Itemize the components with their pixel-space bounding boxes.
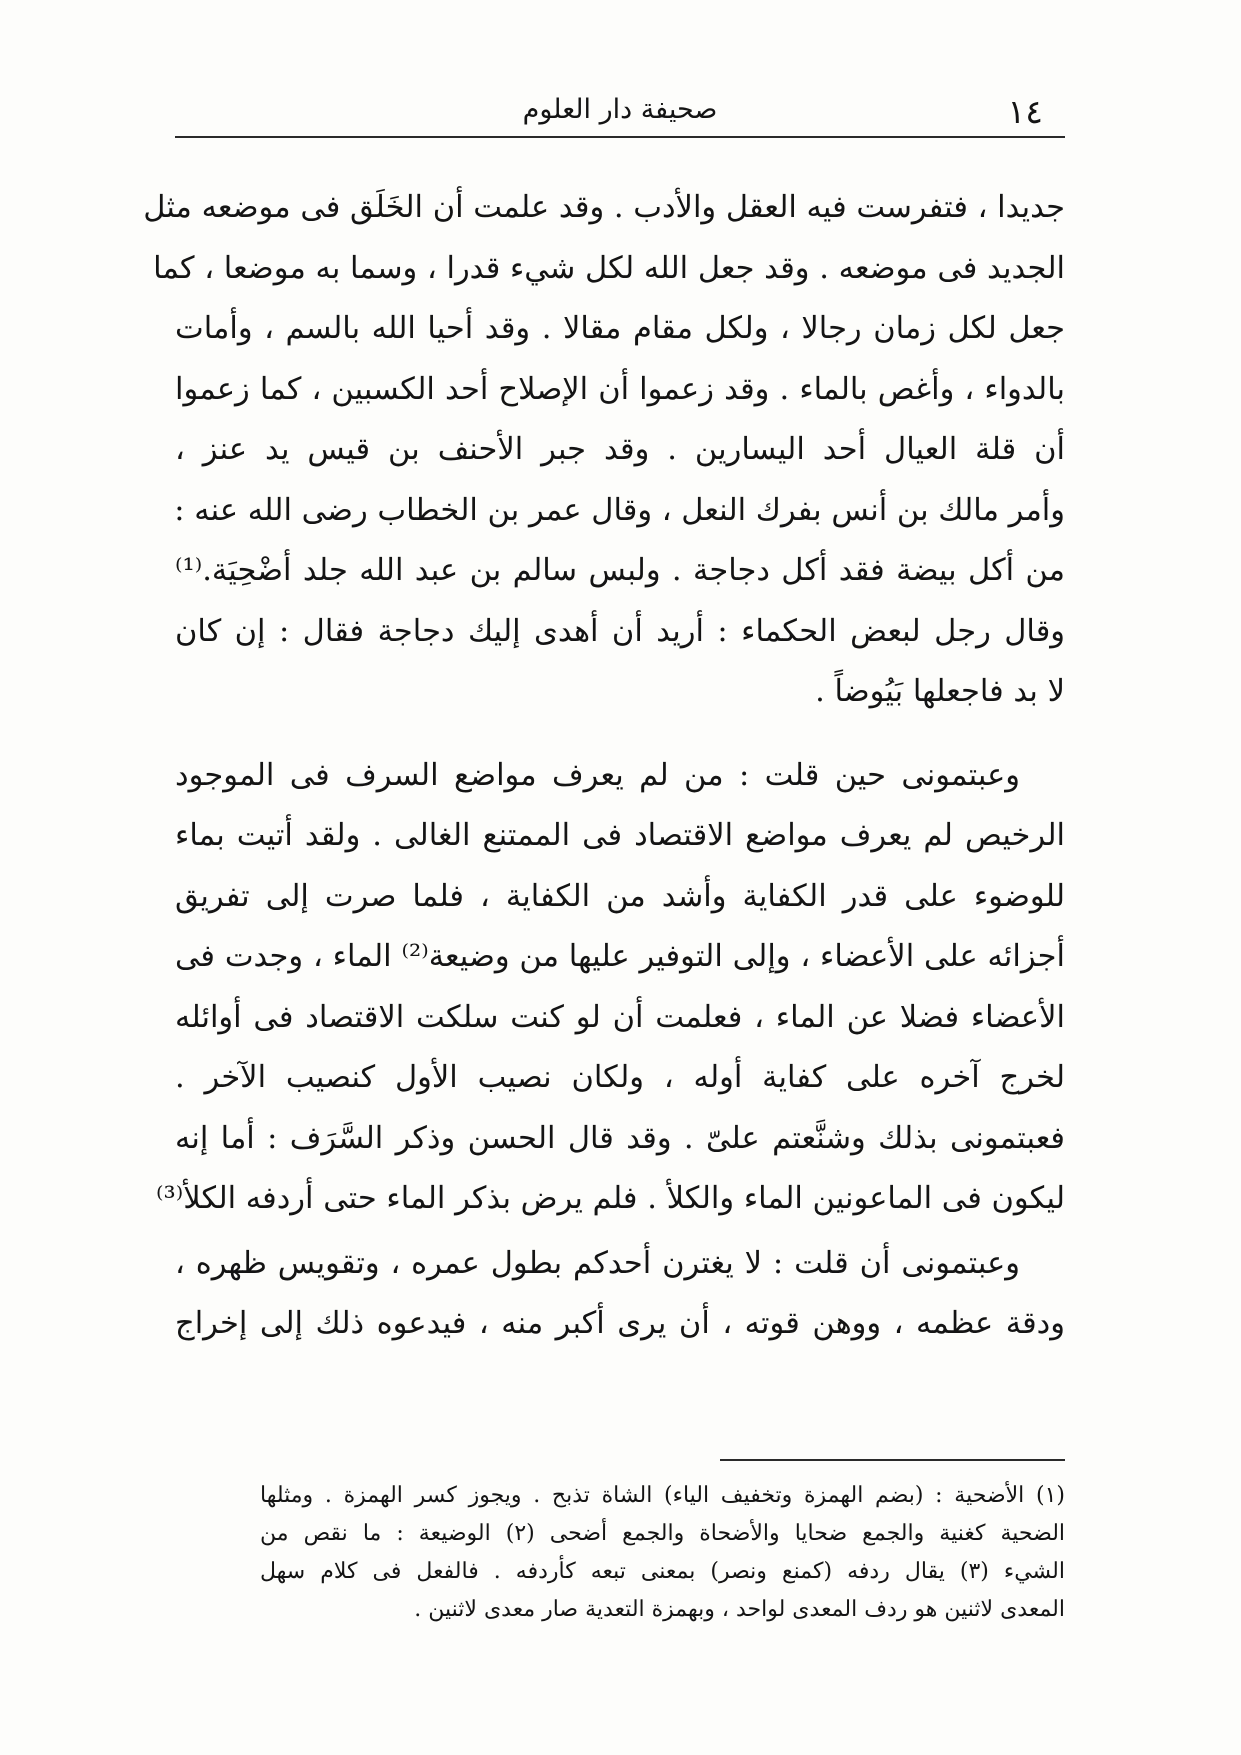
paragraph-gap	[175, 723, 1065, 746]
main-text	[143, 178, 1065, 1355]
text-line: ودقة عظمه ، ووهن قوته ، أن يرى أكبر منه ، فيدعوه ذلك إلى إخراج	[175, 1306, 1065, 1341]
text-line: من أكل بيضة فقد أكل دجاجة . ولبس سالم بن عبد الله جلد أضْحِيَة.⁽¹⁾	[175, 553, 1065, 588]
footnotes	[260, 1477, 1065, 1629]
text-line: وعبتمونى أن قلت : لا يغترن أحدكم بطول عمره ، وتقويس ظهره ،	[175, 1245, 1020, 1281]
footnote-line: المعدى لاثنين هو ردف المعدى لواحد ، وبهمزة التعدية صار معدى لاثنين .	[414, 1597, 1065, 1622]
text-line: جعل لكل زمان رجالا ، ولكل مقام مقالا . وقد أحيا الله بالسم ، وأمات	[175, 311, 1065, 346]
page-number: ١٤	[1007, 92, 1043, 131]
running-title: صحيفة دار العلوم	[522, 94, 718, 125]
text-line: أن قلة العيال أحد اليسارين . وقد جبر الأحنف بن قيس يد عنز ،	[175, 432, 1065, 467]
text-line: فعبتمونى بذلك وشنَّعتم علىّ . وقد قال الحسن وذكر السَّرَف : أما إنه	[175, 1120, 1065, 1156]
footnote-rule	[720, 1459, 1065, 1461]
text-line: لخرج آخره على كفاية أوله ، ولكان نصيب الأول كنصيب الآخر .	[175, 1060, 1065, 1095]
text-line: وعبتمونى حين قلت : من لم يعرف مواضع السرف فى الموجود	[175, 757, 1020, 793]
text-line: وأمر مالك بن أنس بفرك النعل ، وقال عمر بن الخطاب رضى الله عنه :	[174, 492, 1065, 528]
text-line: ليكون فى الماعونين الماء والكلأ . فلم يرض بذكر الماء حتى أردفه الكلأ⁽³⁾	[156, 1181, 1065, 1216]
header-rule	[175, 136, 1065, 138]
text-line: بالدواء ، وأغص بالماء . وقد زعموا أن الإصلاح أحد الكسبين ، كما زعموا	[175, 371, 1065, 407]
text-line: جديدا ، فتفرست فيه العقل والأدب . وقد علمت أن الخَلَق فى موضعه مثل	[143, 190, 1065, 225]
text-line: لا بد فاجعلها بَيُوضاً .	[815, 674, 1065, 709]
text-line: أجزائه على الأعضاء ، وإلى التوفير عليها من وضيعة⁽²⁾ الماء ، وجدت فى	[175, 939, 1065, 974]
footnote-line: الشيء (٣) يقال ردفه (كمنع ونصر) بمعنى تبعه كأردفه . فالفعل فى كلام سهل	[260, 1559, 1066, 1584]
footnote-line: (١) الأضحية : (بضم الهمزة وتخفيف الياء) الشاة تذبح . ويجوز كسر الهمزة . ومثلها	[260, 1483, 1065, 1508]
text-line: الرخيص لم يعرف مواضع الاقتصاد فى الممتنع الغالى . ولقد أتيت بماء	[175, 818, 1065, 853]
text-line: للوضوء على قدر الكفاية وأشد من الكفاية ، فلما صرت إلى تفريق	[175, 878, 1065, 914]
text-line: الجديد فى موضعه . وقد جعل الله لكل شيء قدرا ، وسما به موضعا ، كما	[153, 250, 1065, 286]
footnote-line: الضحية كغنية والجمع ضحايا والأضحاة والجمع أضحى (٢) الوضيعة : ما نقص من	[260, 1521, 1066, 1546]
text-line: وقال رجل لبعض الحكماء : أريد أن أهدى إليك دجاجة فقال : إن كان	[175, 613, 1065, 649]
page-header	[175, 80, 1065, 140]
text-line: الأعضاء فضلا عن الماء ، فعلمت أن لو كنت سلكت الاقتصاد فى أوائله	[175, 999, 1065, 1035]
